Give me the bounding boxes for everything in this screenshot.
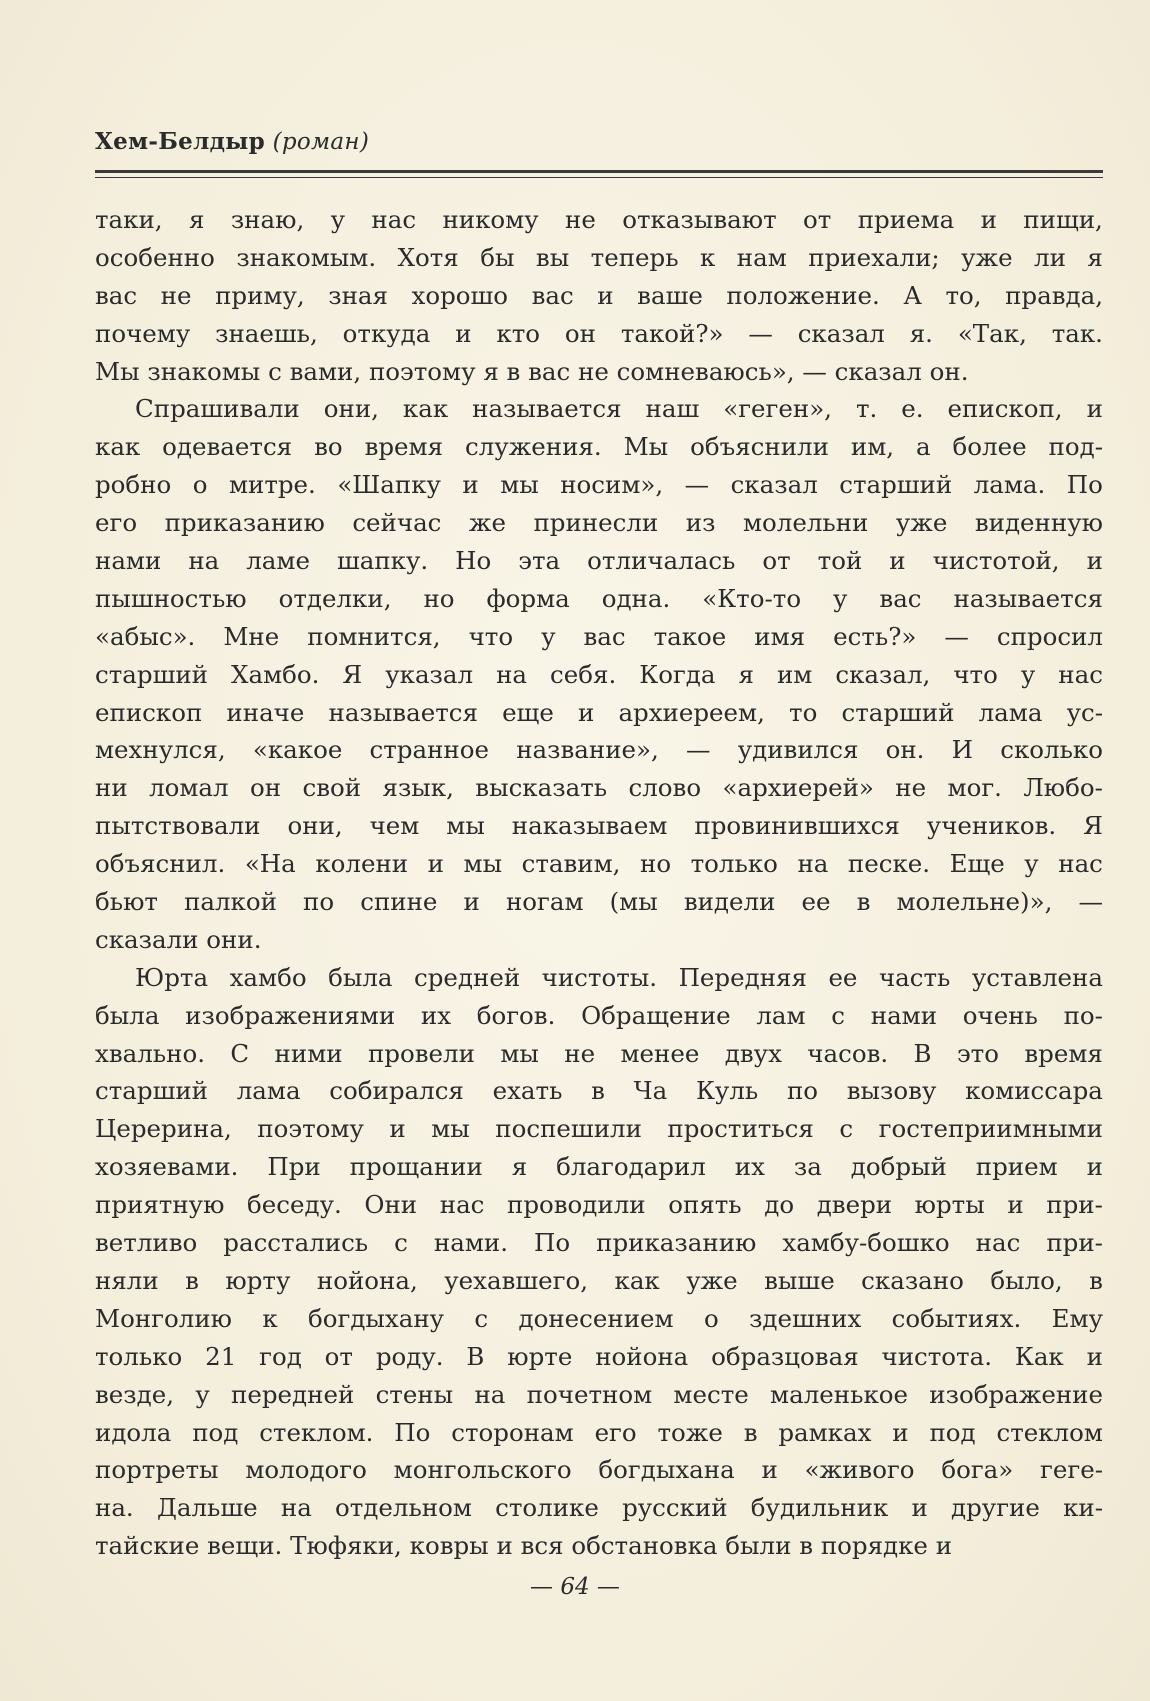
text-line: старший Хамбо. Я указал на себя. Когда я им сказал, что у нас — [95, 659, 1103, 689]
text-line: пытствовали они, чем мы наказываем провинившихся учеников. Я — [95, 811, 1103, 841]
header-rule-thick — [95, 170, 1103, 173]
header-rule-thin — [95, 177, 1103, 178]
text-line: как одевается во время служения. Мы объяснили им, а более под- — [95, 432, 1103, 462]
text-line: епископ иначе называется еще и архиереем, то старший лама ус- — [95, 697, 1103, 727]
text-line: почему знаешь, откуда и кто он такой?» — сказал я. «Так, так. — [95, 318, 1103, 348]
text-line: Церерина, поэтому и мы поспешили проститься с гостеприимными — [95, 1114, 1103, 1144]
text-line: хозяевами. При прощании я благодарил их за добрый прием и — [95, 1152, 1103, 1182]
text-line: хвально. С ними провели мы не менее двух часов. В это время — [95, 1038, 1103, 1068]
text-line: объяснил. «На колени и мы ставим, но только на песке. Еще у нас — [95, 849, 1103, 879]
body-text — [95, 201, 1103, 1565]
text-line: особенно знакомым. Хотя бы вы теперь к нам приехали; уже ли я — [95, 242, 1103, 272]
text-line: ни ломал он свой язык, высказать слово «архиерей» не мог. Любо- — [95, 773, 1103, 803]
text-line: только 21 год от роду. В юрте нойона образцовая чистота. Как и — [95, 1341, 1103, 1371]
text-line: везде, у передней стены на почетном месте маленькое изображение — [95, 1379, 1103, 1409]
running-header — [95, 128, 369, 155]
header-title: Хем-Белдыр — [95, 128, 265, 155]
text-line: была изображениями их богов. Обращение лам с нами очень по- — [95, 1000, 1103, 1030]
text-line: на. Дальше на отдельном столике русский будильник и другие ки- — [95, 1493, 1103, 1523]
text-line: «абыс». Мне помнится, что у вас такое имя есть?» — спросил — [95, 621, 1103, 651]
text-line: его приказанию сейчас же принесли из молельни уже виденную — [95, 508, 1103, 538]
text-line: Юрта хамбо была средней чистоты. Передняя ее часть уставлена — [135, 962, 1103, 992]
text-line: тайские вещи. Тюфяки, ковры и вся обстановка были в порядке и — [95, 1531, 953, 1561]
text-line: идола под стеклом. По сторонам его тоже в рамках и под стеклом — [95, 1417, 1103, 1447]
text-line: нами на ламе шапку. Но эта отличалась от той и чистотой, и — [95, 546, 1103, 576]
text-line: робно о митре. «Шапку и мы носим», — сказал старший лама. По — [95, 470, 1103, 500]
text-line: вас не приму, зная хорошо вас и ваше положение. А то, правда, — [95, 280, 1103, 310]
text-line: мехнулся, «какое странное название», — удивился он. И сколько — [95, 735, 1103, 765]
text-line: пышностью отделки, но форма одна. «Кто-то у вас называется — [95, 583, 1103, 613]
text-line: приятную беседу. Они нас проводили опять до двери юрты и при- — [95, 1190, 1103, 1220]
text-line: сказали они. — [95, 924, 262, 954]
page-number: — 64 — — [530, 1574, 620, 1600]
text-line: ветливо расстались с нами. По приказанию хамбу-бошко нас при- — [95, 1228, 1103, 1258]
header-subtitle: (роман) — [272, 129, 370, 155]
text-line: Спрашивали они, как называется наш «геген», т. е. епископ, и — [135, 394, 1103, 424]
text-line: таки, я знаю, у нас никому не отказывают от приема и пищи, — [95, 205, 1103, 234]
text-line: старший лама собирался ехать в Ча Куль по вызову комиссара — [95, 1076, 1103, 1106]
text-line: Монголию к богдыхану с донесением о здешних событиях. Ему — [95, 1303, 1103, 1333]
text-line: портреты молодого монгольского богдыхана и «живого бога» геге- — [95, 1455, 1103, 1485]
text-line: бьют палкой по спине и ногам (мы видели ее в молельне)», — — [95, 887, 1103, 917]
text-line: няли в юрту нойона, уехавшего, как уже выше сказано было, в — [95, 1265, 1103, 1295]
text-line: Мы знакомы с вами, поэтому я в вас не сомневаюсь», — сказал он. — [95, 356, 969, 386]
